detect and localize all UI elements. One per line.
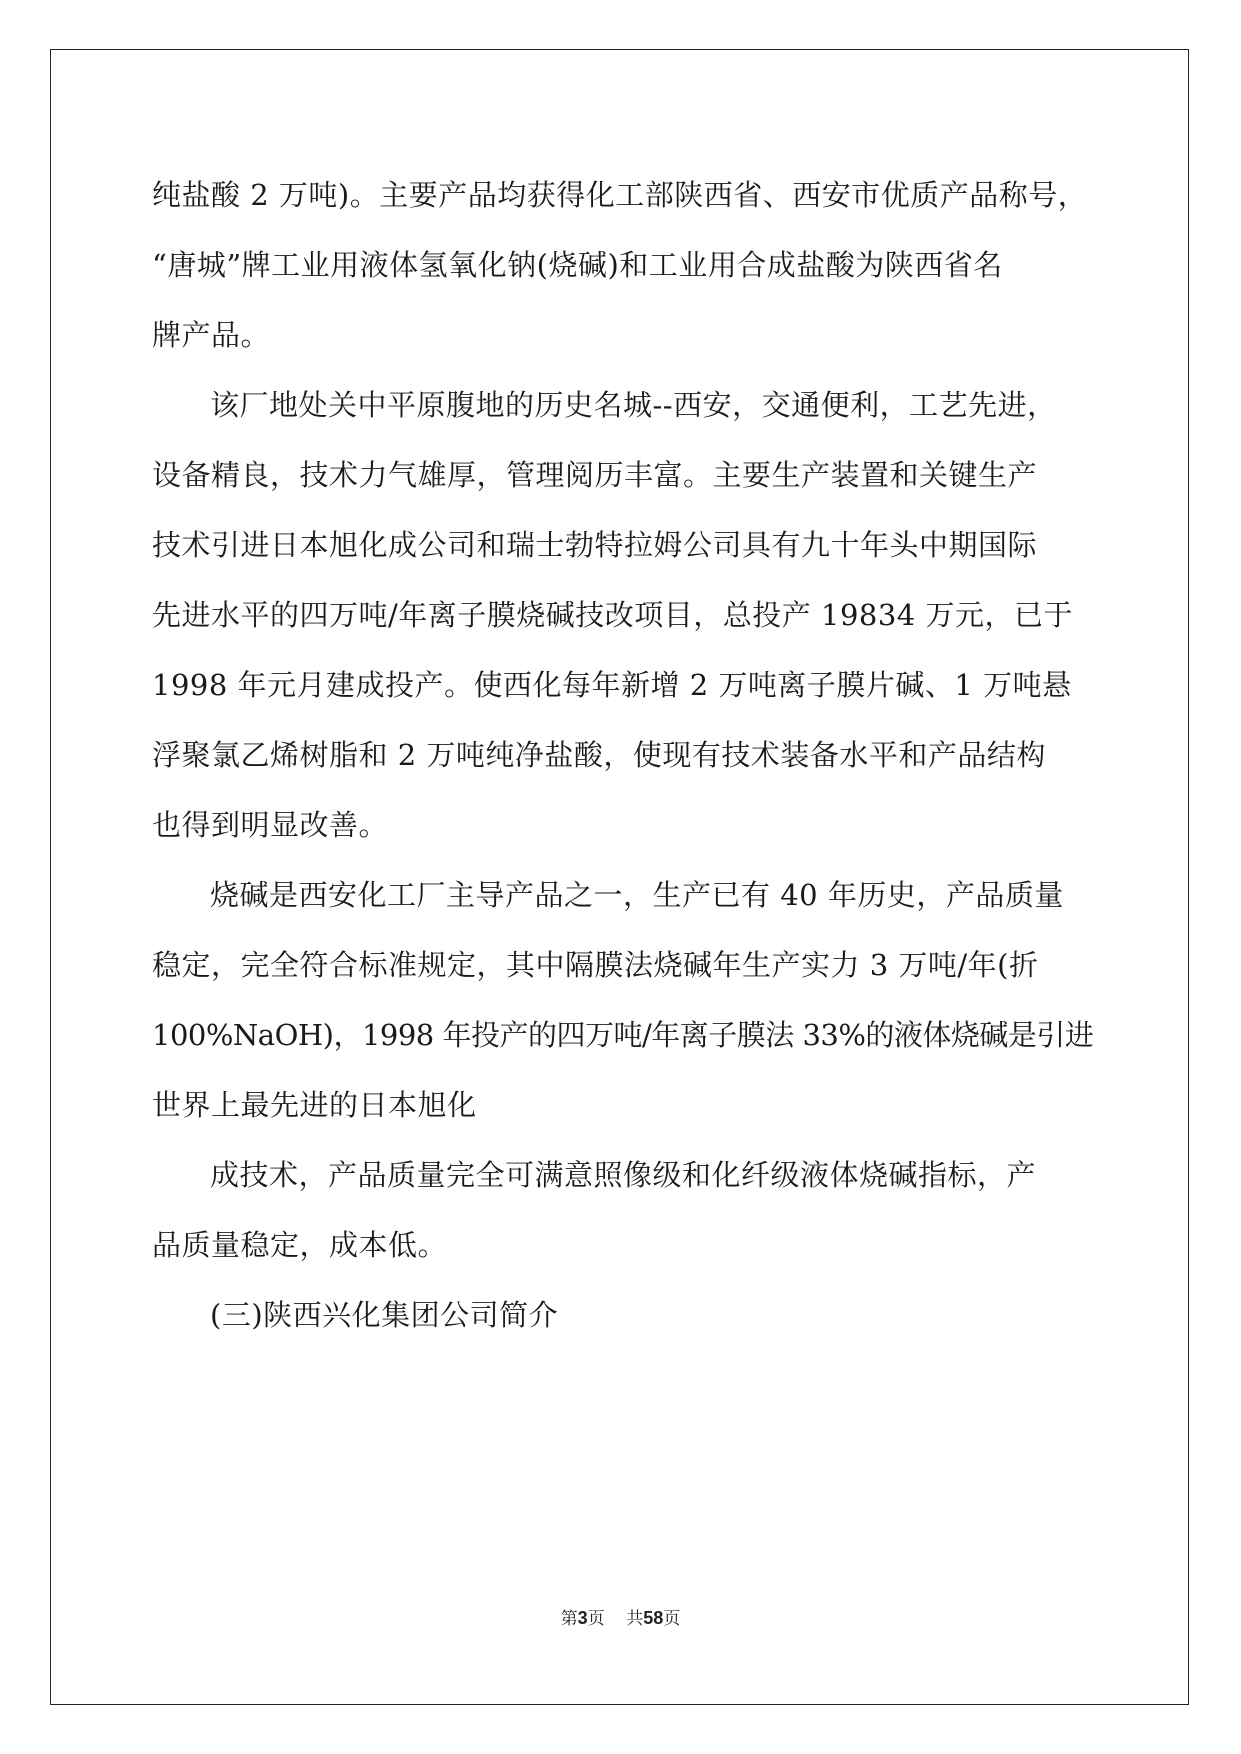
- page-footer: [0, 1604, 1241, 1629]
- footer-total-unit: 页: [663, 1609, 681, 1629]
- text-line: 先进水平的四万吨/年离子膜烧碱技改项目，总投产 19834 万元，已于: [152, 598, 1073, 632]
- footer-page-unit: 页: [587, 1609, 605, 1629]
- document-body: [152, 160, 1094, 1350]
- footer-prefix: 第: [560, 1609, 578, 1629]
- text-line: 100%NaOH)，1998 年投产的四万吨/年离子膜法 33%的液体烧碱是引进: [152, 1018, 1094, 1052]
- text-line: 世界上最先进的日本旭化: [152, 1088, 477, 1122]
- total-pages-number: 58: [643, 1608, 664, 1628]
- paragraph-start-line: 烧碱是西安化工厂主导产品之一，生产已有 40 年历史，产品质量: [210, 878, 1064, 912]
- text-line: 技术引进日本旭化成公司和瑞士勃特拉姆公司具有九十年头中期国际: [152, 528, 1038, 562]
- text-line: 1998 年元月建成投产。使西化每年新增 2 万吨离子膜片碱、1 万吨悬: [152, 668, 1072, 702]
- current-page-number: 3: [577, 1608, 588, 1628]
- text-line: 稳定，完全符合标准规定，其中隔膜法烧碱年生产实力 3 万吨/年(折: [152, 948, 1039, 982]
- text-line: 也得到明显改善。: [152, 808, 389, 842]
- section-heading: (三)陕西兴化集团公司简介: [210, 1298, 559, 1332]
- text-line: “唐城”牌工业用液体氢氧化钠(烧碱)和工业用合成盐酸为陕西省名: [152, 248, 1003, 282]
- text-line: 浮聚氯乙烯树脂和 2 万吨纯净盐酸，使现有技术装备水平和产品结构: [152, 738, 1046, 772]
- text-line: 设备精良，技术力气雄厚，管理阅历丰富。主要生产装置和关键生产: [152, 458, 1038, 492]
- paragraph-start-line: 该厂地处关中平原腹地的历史名城--西安，交通便利，工艺先进，: [210, 388, 1057, 422]
- text-line: 牌产品。: [152, 318, 271, 352]
- footer-total-prefix: 共: [626, 1609, 644, 1629]
- paragraph-start-line: 成技术，产品质量完全可满意照像级和化纤级液体烧碱指标，产: [210, 1158, 1037, 1192]
- text-line: 品质量稳定，成本低。: [152, 1228, 448, 1262]
- text-line: 纯盐酸 2 万吨)。主要产品均获得化工部陕西省、西安市优质产品称号，: [152, 178, 1088, 212]
